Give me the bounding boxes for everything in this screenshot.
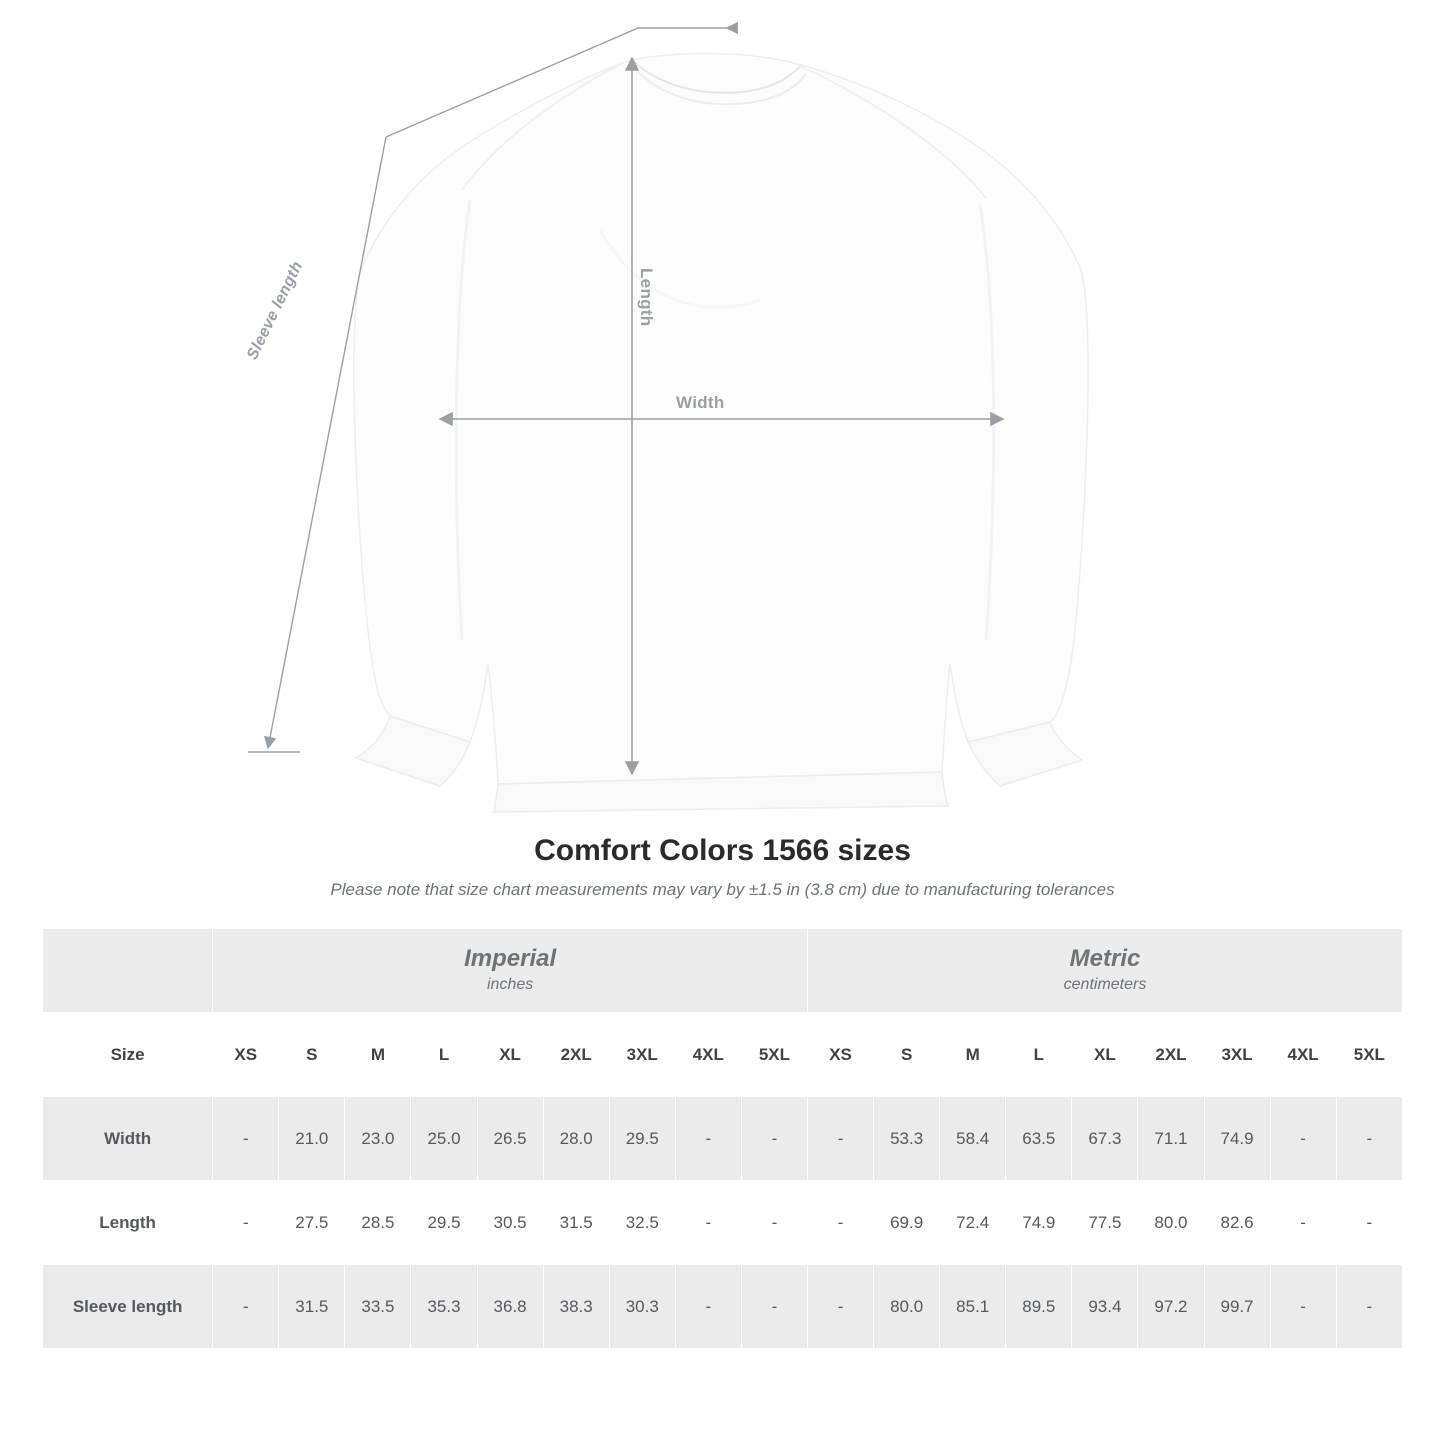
cell-length-metric-l: 74.9 [1006, 1181, 1072, 1265]
page-title: Comfort Colors 1566 sizes [534, 834, 911, 867]
size-header-imperial-2xl: 2XL [543, 1013, 609, 1097]
cell-length-metric-5xl: - [1336, 1181, 1402, 1265]
cell-length-imperial-3xl: 32.5 [609, 1181, 675, 1265]
cell-length-metric-3xl: 82.6 [1204, 1181, 1270, 1265]
cell-sleeve-metric-5xl: - [1336, 1265, 1402, 1349]
cell-width-metric-xs: - [808, 1097, 874, 1181]
cell-width-imperial-5xl: - [741, 1097, 807, 1181]
size-header-imperial-xs: XS [213, 1013, 279, 1097]
cell-width-metric-2xl: 71.1 [1138, 1097, 1204, 1181]
size-header-metric-l: L [1006, 1013, 1072, 1097]
size-header-imperial-m: M [345, 1013, 411, 1097]
cell-length-imperial-xs: - [213, 1181, 279, 1265]
cell-length-imperial-m: 28.5 [345, 1181, 411, 1265]
cell-width-metric-5xl: - [1336, 1097, 1402, 1181]
cell-sleeve-imperial-5xl: - [741, 1265, 807, 1349]
size-header-imperial-5xl: 5XL [741, 1013, 807, 1097]
unit-sub-imperial: inches [487, 976, 534, 994]
size-header-imperial-xl: XL [477, 1013, 543, 1097]
cell-length-imperial-s: 27.5 [279, 1181, 345, 1265]
title-block [0, 834, 1445, 900]
sweatshirt-shape [354, 54, 1088, 813]
cell-sleeve-imperial-xs: - [213, 1265, 279, 1349]
size-header-metric-s: S [874, 1013, 940, 1097]
size-header-metric-m: M [940, 1013, 1006, 1097]
sleeve-length-label: Sleeve length [244, 258, 307, 363]
cell-length-metric-xl: 77.5 [1072, 1181, 1138, 1265]
size-header-row [43, 1013, 1403, 1097]
cell-width-imperial-m: 23.0 [345, 1097, 411, 1181]
cell-sleeve-imperial-3xl: 30.3 [609, 1265, 675, 1349]
size-header-metric-3xl: 3XL [1204, 1013, 1270, 1097]
row-label-length: Length [43, 1181, 213, 1265]
cell-length-imperial-2xl: 31.5 [543, 1181, 609, 1265]
table-row [43, 1181, 1403, 1265]
unit-header-spacer [43, 929, 213, 1013]
unit-sub-metric: centimeters [1063, 976, 1147, 994]
cell-width-metric-l: 63.5 [1006, 1097, 1072, 1181]
cell-sleeve-imperial-s: 31.5 [279, 1265, 345, 1349]
cell-sleeve-metric-xs: - [808, 1265, 874, 1349]
size-header-label: Size [43, 1013, 213, 1097]
cell-sleeve-metric-xl: 93.4 [1072, 1265, 1138, 1349]
cell-width-imperial-s: 21.0 [279, 1097, 345, 1181]
size-header-imperial-3xl: 3XL [609, 1013, 675, 1097]
cell-sleeve-imperial-2xl: 38.3 [543, 1265, 609, 1349]
cell-width-imperial-xl: 26.5 [477, 1097, 543, 1181]
cell-sleeve-imperial-m: 33.5 [345, 1265, 411, 1349]
cell-sleeve-metric-m: 85.1 [940, 1265, 1006, 1349]
cell-length-metric-4xl: - [1270, 1181, 1336, 1265]
size-header-imperial-l: L [411, 1013, 477, 1097]
cell-sleeve-imperial-l: 35.3 [411, 1265, 477, 1349]
cell-sleeve-metric-2xl: 97.2 [1138, 1265, 1204, 1349]
unit-header-imperial [213, 929, 808, 1013]
cell-length-metric-s: 69.9 [874, 1181, 940, 1265]
cell-sleeve-metric-s: 80.0 [874, 1265, 940, 1349]
length-label: Length [637, 268, 656, 327]
cell-sleeve-metric-l: 89.5 [1006, 1265, 1072, 1349]
cell-sleeve-imperial-4xl: - [675, 1265, 741, 1349]
cell-width-metric-4xl: - [1270, 1097, 1336, 1181]
table-row [43, 1265, 1403, 1349]
size-header-metric-xl: XL [1072, 1013, 1138, 1097]
size-header-metric-xs: XS [808, 1013, 874, 1097]
cell-length-imperial-4xl: - [675, 1181, 741, 1265]
cell-width-imperial-l: 25.0 [411, 1097, 477, 1181]
unit-name-metric: Metric [1069, 945, 1141, 973]
tolerance-note: Please note that size chart measurements may vary by ±1.5 in (3.8 cm) due to manufacturing tolerances [330, 880, 1115, 899]
cell-length-imperial-5xl: - [741, 1181, 807, 1265]
size-header-metric-5xl: 5XL [1336, 1013, 1402, 1097]
row-label-width: Width [43, 1097, 213, 1181]
cell-length-metric-xs: - [808, 1181, 874, 1265]
size-header-imperial-4xl: 4XL [675, 1013, 741, 1097]
cell-width-imperial-2xl: 28.0 [543, 1097, 609, 1181]
cell-width-imperial-4xl: - [675, 1097, 741, 1181]
cell-sleeve-metric-4xl: - [1270, 1265, 1336, 1349]
size-header-imperial-s: S [279, 1013, 345, 1097]
row-label-sleeve-length: Sleeve length [43, 1265, 213, 1349]
cell-length-metric-2xl: 80.0 [1138, 1181, 1204, 1265]
cell-width-imperial-xs: - [213, 1097, 279, 1181]
cell-length-imperial-xl: 30.5 [477, 1181, 543, 1265]
unit-header-metric [808, 929, 1403, 1013]
size-header-metric-4xl: 4XL [1270, 1013, 1336, 1097]
cell-sleeve-metric-3xl: 99.7 [1204, 1265, 1270, 1349]
cell-width-imperial-3xl: 29.5 [609, 1097, 675, 1181]
cell-sleeve-imperial-xl: 36.8 [477, 1265, 543, 1349]
unit-header-row [43, 929, 1403, 1013]
table-row [43, 1097, 1403, 1181]
size-table [42, 928, 1403, 1349]
size-table-wrapper [42, 928, 1403, 1349]
cell-width-metric-3xl: 74.9 [1204, 1097, 1270, 1181]
cell-width-metric-m: 58.4 [940, 1097, 1006, 1181]
cell-width-metric-s: 53.3 [874, 1097, 940, 1181]
cell-width-metric-xl: 67.3 [1072, 1097, 1138, 1181]
width-label: Width [676, 393, 725, 412]
size-header-metric-2xl: 2XL [1138, 1013, 1204, 1097]
cell-length-imperial-l: 29.5 [411, 1181, 477, 1265]
cell-length-metric-m: 72.4 [940, 1181, 1006, 1265]
unit-name-imperial: Imperial [464, 945, 557, 973]
